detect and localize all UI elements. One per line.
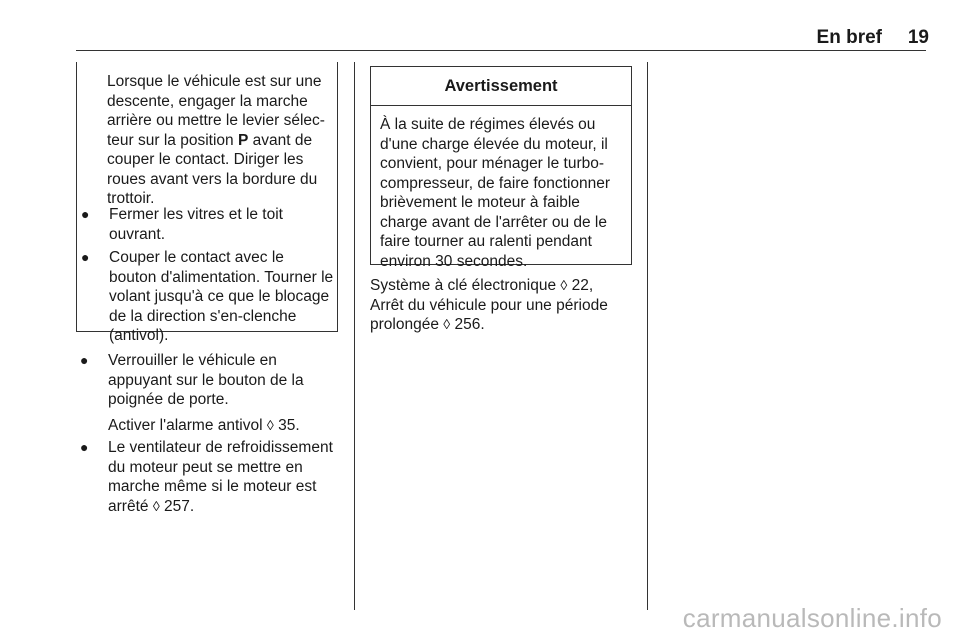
gear-position-p: P (237, 131, 249, 149)
list-item: ● Verrouiller le véhicule en appuyant sur le bouton de la poignée de porte. Activer l'alarme antivol ◊ 35. (80, 352, 304, 434)
page-ref-link[interactable]: 257. (164, 497, 195, 515)
bullet-icon: ● (81, 249, 90, 265)
page-ref-icon: ◊ (443, 316, 451, 332)
warning-body: À la suite de régimes élevés ou d'une charge élevée du moteur, il convient, pour ménager le turbo-compresseur, de faire fonctionner brièvement le moteur à faible charge avant de l'arrêter ou de le faire tourner au ralenti pendant environ 30 secondes. (380, 116, 611, 270)
page-ref-link[interactable]: 22, (571, 277, 594, 294)
warning-box (370, 66, 632, 270)
column-rule-2 (647, 62, 648, 610)
list-item: ● Fermer les vitres et le toit ouvrant. (81, 206, 283, 243)
left-box (76, 62, 338, 344)
page-number: 19 (907, 27, 929, 48)
page-ref-icon: ◊ (152, 497, 160, 514)
bullet-icon: ● (80, 439, 89, 455)
page-ref-link[interactable]: 35. (278, 416, 300, 434)
watermark: carmanualsonline.info (682, 603, 942, 633)
column-rule-1 (354, 62, 355, 610)
bullet-icon: ● (81, 206, 90, 222)
warning-title: Avertissement (371, 67, 631, 106)
left-box-paragraph: Lorsque le véhicule est sur une descente, engager la marche arrière ou mettre le levier sélec-teur sur la position P avant de couper le contact. Diriger les roues avant vers la bordure du trottoir. (107, 73, 325, 207)
list-item: ● Le ventilateur de refroidissement du moteur peut se mettre en marche même si le moteur est arrêté ◊ 257. (80, 439, 333, 515)
page-ref-link[interactable]: 256. (454, 316, 485, 333)
cross-references: Système à clé électronique ◊ 22, Arrêt du véhicule pour une période prolongée ◊ 256. (370, 277, 608, 333)
list-item: ● Couper le contact avec le bouton d'alimentation. Tourner le volant jusqu'à ce que le blocage de la direction s'en-clenche (antivol). (81, 249, 334, 344)
page-ref-icon: ◊ (560, 277, 568, 293)
page-ref-icon: ◊ (266, 416, 274, 433)
header-title: En bref (816, 27, 882, 48)
header-rule (76, 50, 926, 51)
bullet-icon: ● (80, 352, 89, 368)
